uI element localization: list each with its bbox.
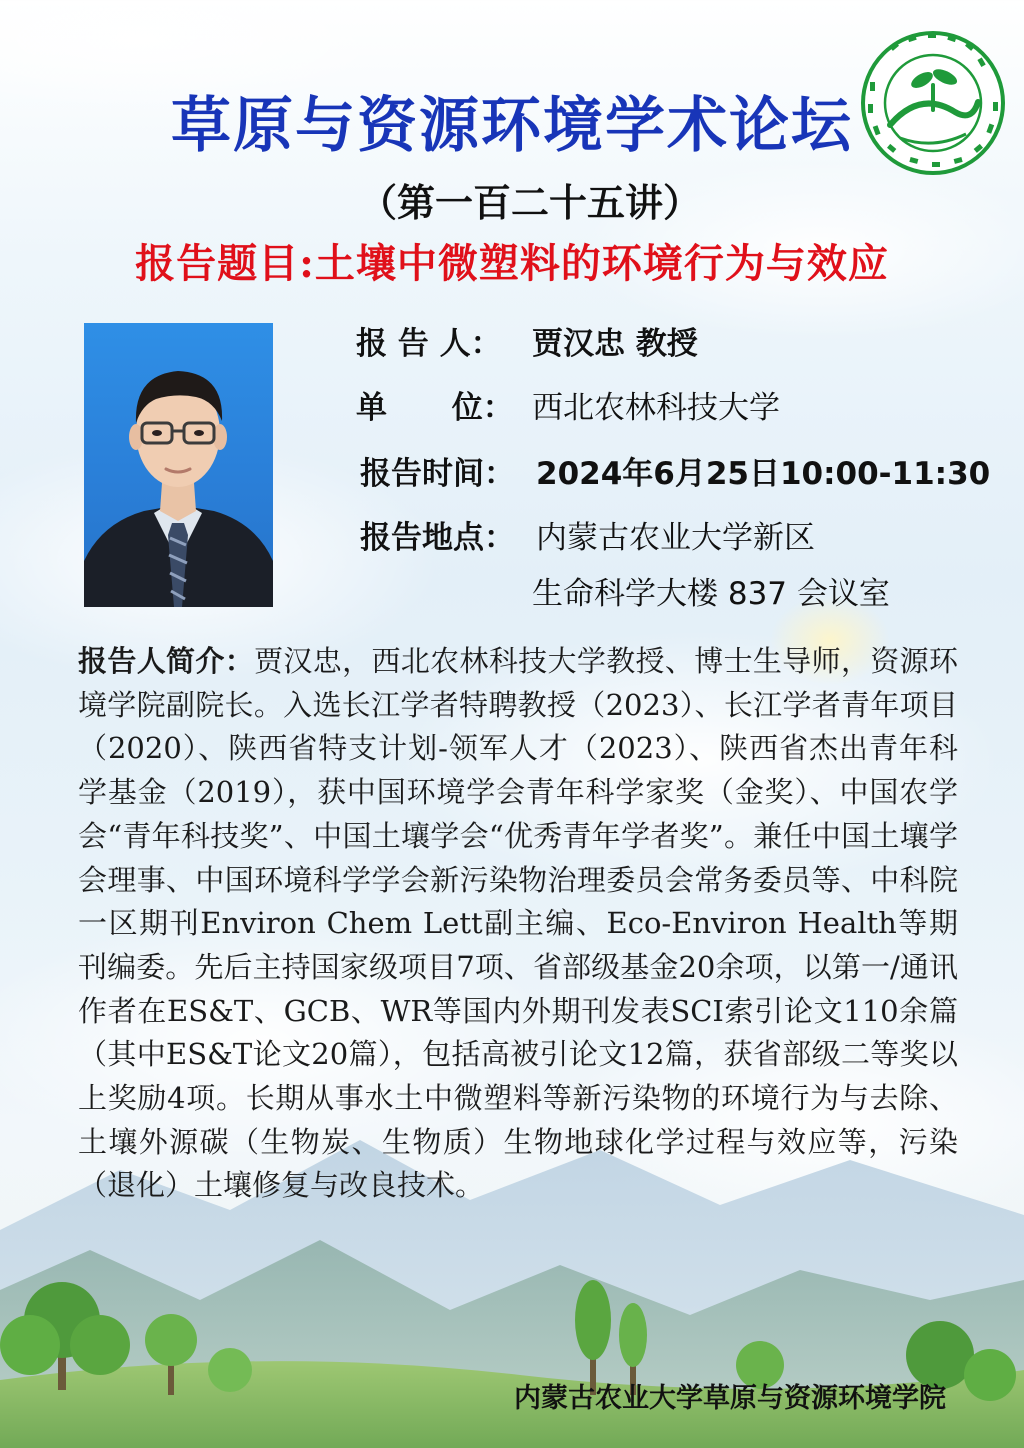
place-value-line2: 生命科学大楼 837 会议室 — [532, 576, 890, 612]
speaker-value: 贾汉忠 教授 — [532, 326, 698, 362]
speaker-photo — [84, 323, 273, 607]
place-row-line2 — [532, 568, 890, 613]
place-value-line1: 内蒙古农业大学新区 — [536, 520, 815, 556]
speaker-label: 报 告 人： — [356, 326, 502, 362]
time-value: 2024年6月25日10:00-11:30 — [536, 456, 991, 492]
unit-value: 西北农林科技大学 — [532, 390, 780, 426]
speaker-row — [356, 318, 698, 363]
lecture-number: （第一百二十五讲） — [358, 181, 701, 225]
speaker-portrait-icon — [84, 323, 273, 607]
time-row — [360, 448, 990, 493]
time-label: 报告时间： — [360, 456, 515, 492]
bio-label: 报告人简介： — [78, 644, 255, 678]
forum-title: 草原与资源环境学术论坛 — [171, 91, 853, 161]
report-topic: 报告题目:土壤中微塑料的环境行为与效应 — [135, 240, 889, 287]
place-row — [360, 512, 815, 557]
organizer: 内蒙古农业大学草原与资源环境学院 — [514, 1383, 946, 1414]
unit-label: 单 位： — [356, 390, 514, 426]
bio-text: 贾汉忠，西北农林科技大学教授、博士生导师，资源环境学院副院长。入选长江学者特聘教授（2023）、长江学者青年项目（2020）、陕西省特支计划-领军人才（2023）、陕西省杰出青年科学基金（2019），获中国环境学会青年科学家奖（金奖）、中国农学会“青年科技奖”、中国土壤学会“优秀青年学者奖”。兼任中国土壤学会理事、中国环境科学学会新污染物治理委员会常务委员等、中科院一区期刊Environ Chem Lett副主编、Eco-Environ Health等期刊编委。先后主持国家级项目7项、省部级基金20余项，以第一/通讯作者在ES&T、GCB、WR等国内外期刊发表SCI索引论文110余篇（其中ES&T论文20篇），包括高被引论文12篇，获省部级二等奖以上奖励4项。长期从事水土中微塑料等新污染物的环境行为与去除、土壤外源碳（生物炭、生物质）生物地球化学过程与效应等，污染（退化）土壤修复与改良技术。 — [78, 644, 958, 1203]
unit-row — [356, 382, 780, 427]
speaker-bio — [78, 640, 958, 1208]
place-label: 报告地点： — [360, 520, 515, 556]
